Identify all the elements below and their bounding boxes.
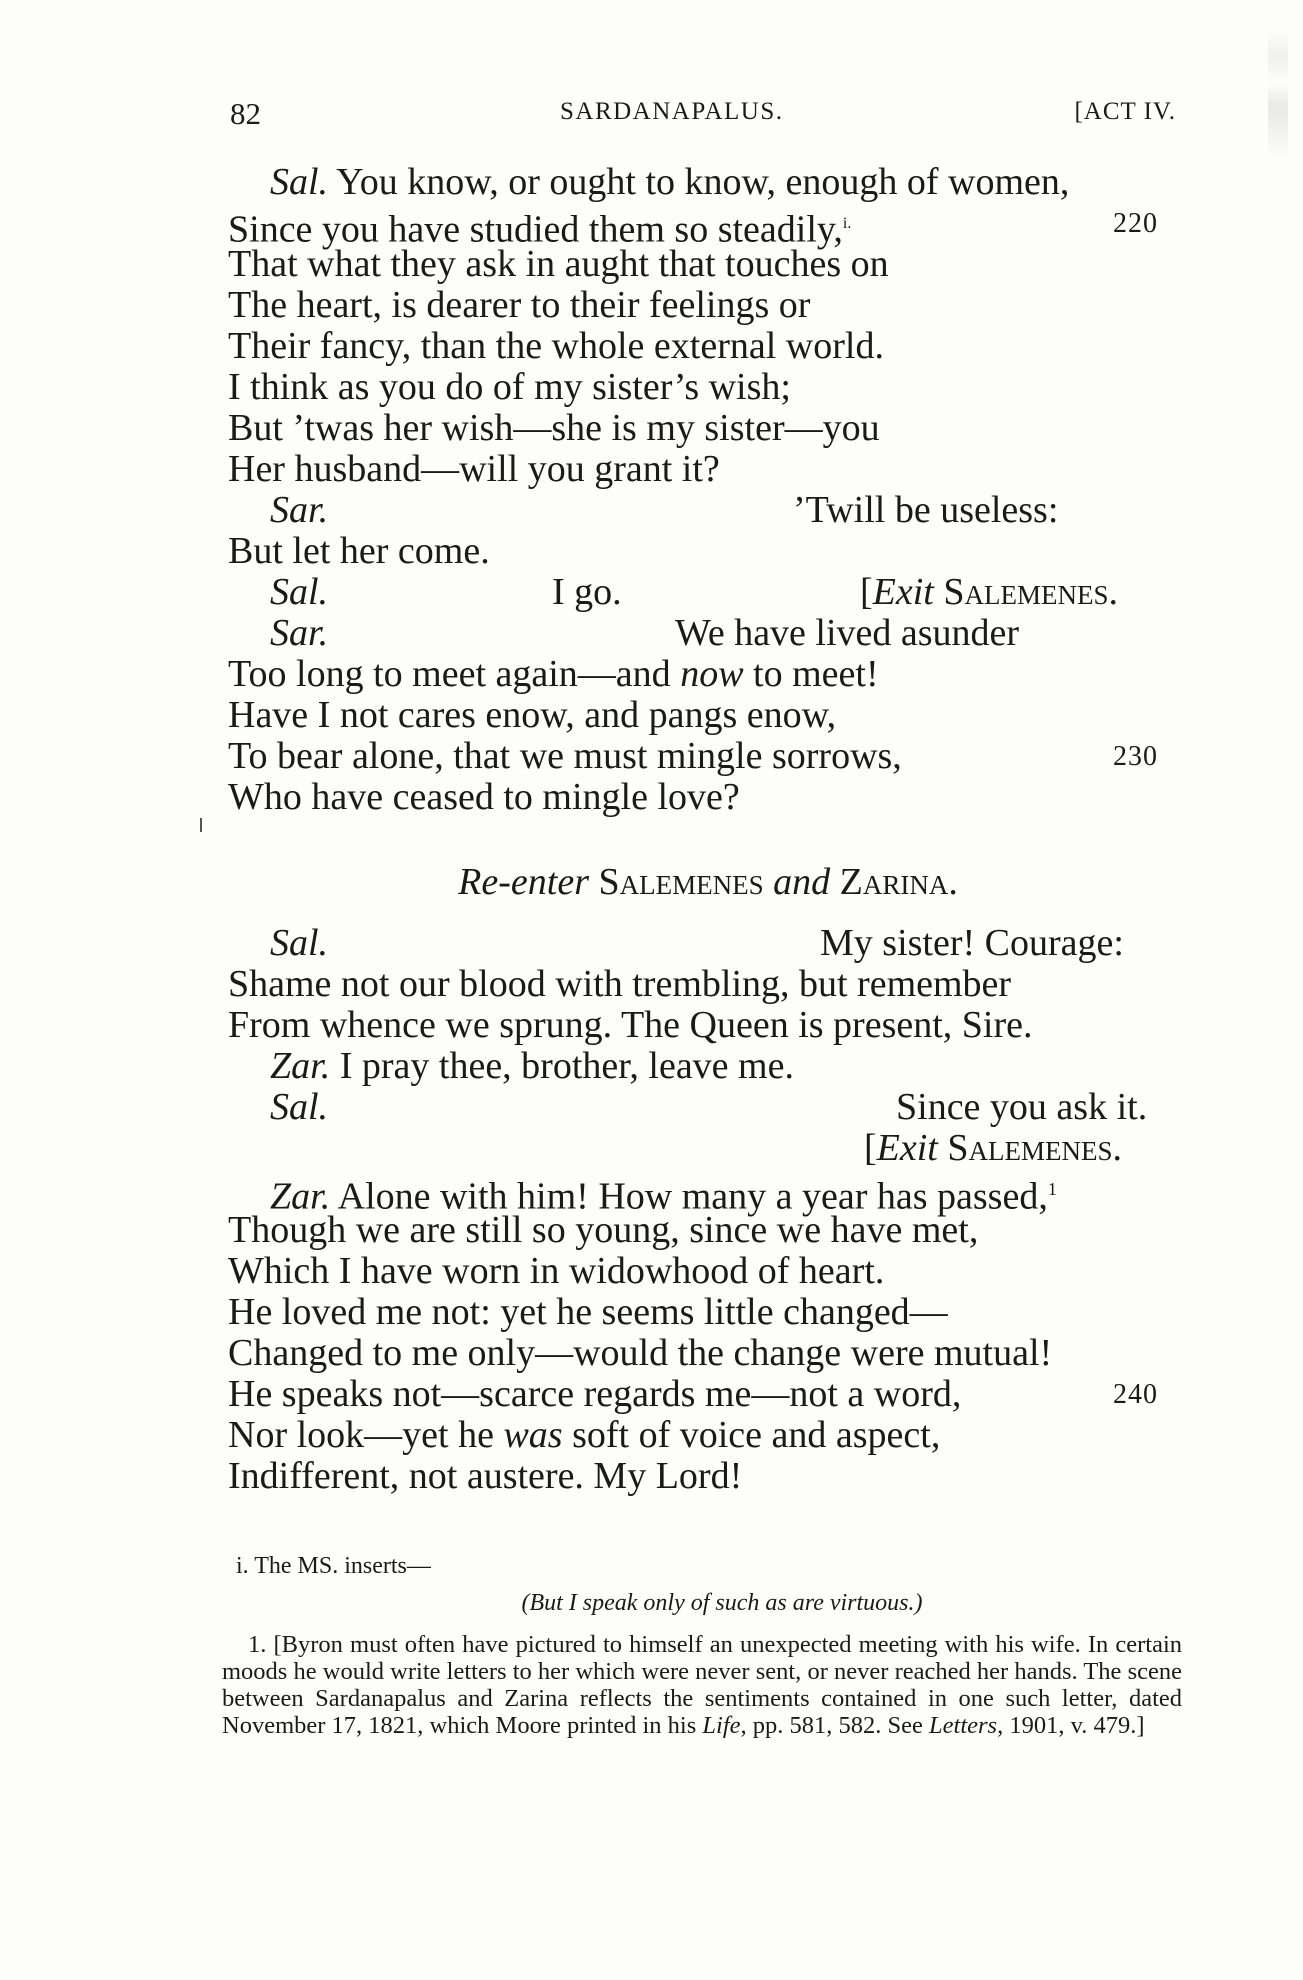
line-text: Changed to me only—would the change were mutual! bbox=[228, 1332, 1053, 1374]
page-edge-marks bbox=[1268, 30, 1288, 160]
line-text: Indifferent, not austere. My Lord! bbox=[228, 1455, 743, 1497]
line-text: to meet! bbox=[743, 653, 879, 695]
character-name: Salemenes bbox=[588, 861, 774, 903]
line-text: Though we are still so young, since we have met, bbox=[228, 1209, 979, 1251]
verse-line bbox=[228, 449, 1188, 490]
exit-word: Exit bbox=[872, 571, 934, 613]
footnote-1 bbox=[222, 1631, 1182, 1739]
footnote-text: , pp. 581, 582. See bbox=[740, 1712, 930, 1739]
emphasis: was bbox=[503, 1414, 563, 1456]
line-text: soft of voice and aspect, bbox=[562, 1414, 941, 1456]
verse-line bbox=[228, 162, 1188, 203]
verse-block bbox=[228, 162, 1188, 1497]
verse-line bbox=[228, 1333, 1188, 1374]
reenter-word: Re-enter bbox=[458, 861, 589, 903]
verse-line bbox=[228, 1415, 1188, 1456]
line-text: Their fancy, than the whole external world. bbox=[228, 325, 884, 367]
character-name: Zarina. bbox=[830, 861, 958, 903]
book-title: Life bbox=[702, 1712, 741, 1739]
page-number: 82 bbox=[230, 96, 261, 131]
running-head bbox=[230, 96, 1176, 136]
verse-line bbox=[228, 1169, 1188, 1218]
speaker-name: Sar. bbox=[270, 612, 329, 654]
verse-line bbox=[228, 1210, 1188, 1251]
verse-line bbox=[228, 285, 1188, 326]
footnote-ref: i. bbox=[842, 215, 852, 232]
verse-line bbox=[228, 695, 1188, 736]
line-text: Her husband—will you grant it? bbox=[228, 448, 720, 490]
verse-line bbox=[228, 203, 1188, 251]
line-text: But let her come. bbox=[228, 530, 490, 572]
line-text: Which I have worn in widowhood of heart. bbox=[228, 1250, 885, 1292]
line-text: Have I not cares enow, and pangs enow, bbox=[228, 694, 837, 736]
stage-direction bbox=[860, 572, 1118, 613]
line-text: Alone with him! How many a year has passed, bbox=[330, 1175, 1048, 1218]
line-text: The heart, is dearer to their feelings or bbox=[228, 284, 811, 326]
footnote-ref: 1 bbox=[1047, 1179, 1057, 1199]
footnotes bbox=[222, 1553, 1182, 1739]
bracket: [ bbox=[860, 571, 873, 613]
speaker-name: Sal. bbox=[270, 571, 329, 613]
act-label: [ACT IV. bbox=[1074, 98, 1176, 125]
verse-line bbox=[228, 1374, 1188, 1415]
verse-line bbox=[228, 367, 1188, 408]
footnote-text: , 1901, v. 479.] bbox=[997, 1712, 1145, 1739]
line-text: That what they ask in aught that touches on bbox=[228, 243, 889, 285]
verse-line bbox=[228, 490, 1188, 531]
line-text: From whence we sprung. The Queen is present, Sire. bbox=[228, 1004, 1033, 1046]
verse-line bbox=[228, 1251, 1188, 1292]
line-text: I think as you do of my sister’s wish; bbox=[228, 366, 791, 408]
stage-direction bbox=[228, 862, 1188, 903]
speaker-name: Sal. bbox=[270, 161, 329, 203]
stage-direction bbox=[864, 1128, 1122, 1169]
line-text: My sister! Courage: bbox=[820, 922, 1124, 964]
character-name: Salemenes. bbox=[933, 571, 1118, 613]
footnote-text: 1. [Byron must often have pictured to himself an unexpected meeting with his wife. In certain moods he would write letters to her which were never sent, or never reached her hands. The scene between Sardanapalus and Zarina reflects the sentiments contained in one such letter, dated November 17, 1821, which Moore printed in his bbox=[222, 1631, 1182, 1739]
speaker-name: Sar. bbox=[270, 489, 329, 531]
line-text: But ’twas her wish—she is my sister—you bbox=[228, 407, 880, 449]
line-text: To bear alone, that we must mingle sorrows, bbox=[228, 735, 902, 777]
verse-line bbox=[228, 1046, 1188, 1087]
line-number: 240 bbox=[1113, 1379, 1158, 1410]
speaker-name: Zar. bbox=[270, 1045, 331, 1087]
line-text: We have lived asunder bbox=[675, 612, 1020, 654]
line-text: You know, or ought to know, enough of women, bbox=[328, 161, 1070, 203]
stage-direction-line bbox=[228, 1128, 1188, 1169]
verse-line bbox=[228, 1087, 1188, 1128]
verse-line bbox=[228, 1456, 1188, 1497]
line-text: ’Twill be useless: bbox=[793, 489, 1059, 531]
bracket: [ bbox=[864, 1127, 877, 1169]
verse-line bbox=[228, 923, 1188, 964]
verse-line bbox=[228, 964, 1188, 1005]
line-text: Who have ceased to mingle love? bbox=[228, 776, 740, 818]
verse-line bbox=[228, 244, 1188, 285]
verse-line bbox=[228, 572, 1188, 613]
verse-line bbox=[228, 654, 1188, 695]
speaker-name: Zar. bbox=[270, 1175, 331, 1218]
stray-mark bbox=[200, 818, 202, 832]
line-number: 220 bbox=[1113, 208, 1158, 239]
book-title: Letters bbox=[929, 1712, 998, 1739]
line-text: He speaks not—scarce regards me—not a word, bbox=[228, 1373, 962, 1415]
line-text: I pray thee, brother, leave me. bbox=[330, 1045, 794, 1087]
verse-line bbox=[228, 777, 1188, 818]
running-title: SARDANAPALUS. bbox=[560, 98, 784, 125]
and-word: and bbox=[773, 861, 831, 903]
line-text: Since you have studied them so steadily, bbox=[228, 208, 843, 251]
verse-line bbox=[228, 613, 1188, 654]
verse-line bbox=[228, 736, 1188, 777]
line-text: I go. bbox=[552, 571, 622, 613]
verse-line bbox=[228, 531, 1188, 572]
exit-word: Exit bbox=[876, 1127, 938, 1169]
line-number: 230 bbox=[1113, 741, 1158, 772]
verse-line bbox=[228, 326, 1188, 367]
line-text: He loved me not: yet he seems little changed— bbox=[228, 1291, 948, 1333]
line-text: Too long to meet again—and bbox=[228, 653, 681, 695]
character-name: Salemenes. bbox=[937, 1127, 1122, 1169]
emphasis: now bbox=[680, 653, 744, 695]
footnote-i-quote: (But I speak only of such as are virtuous.) bbox=[521, 1590, 923, 1616]
line-text: Nor look—yet he bbox=[228, 1414, 504, 1456]
verse-line bbox=[228, 1005, 1188, 1046]
line-text: Since you ask it. bbox=[896, 1086, 1148, 1128]
speaker-name: Sal. bbox=[270, 1086, 329, 1128]
speaker-name: Sal. bbox=[270, 922, 329, 964]
line-text: Shame not our blood with trembling, but remember bbox=[228, 963, 1012, 1005]
verse-line bbox=[228, 408, 1188, 449]
verse-line bbox=[228, 1292, 1188, 1333]
footnote-i-label: i. The MS. inserts— bbox=[236, 1553, 431, 1579]
